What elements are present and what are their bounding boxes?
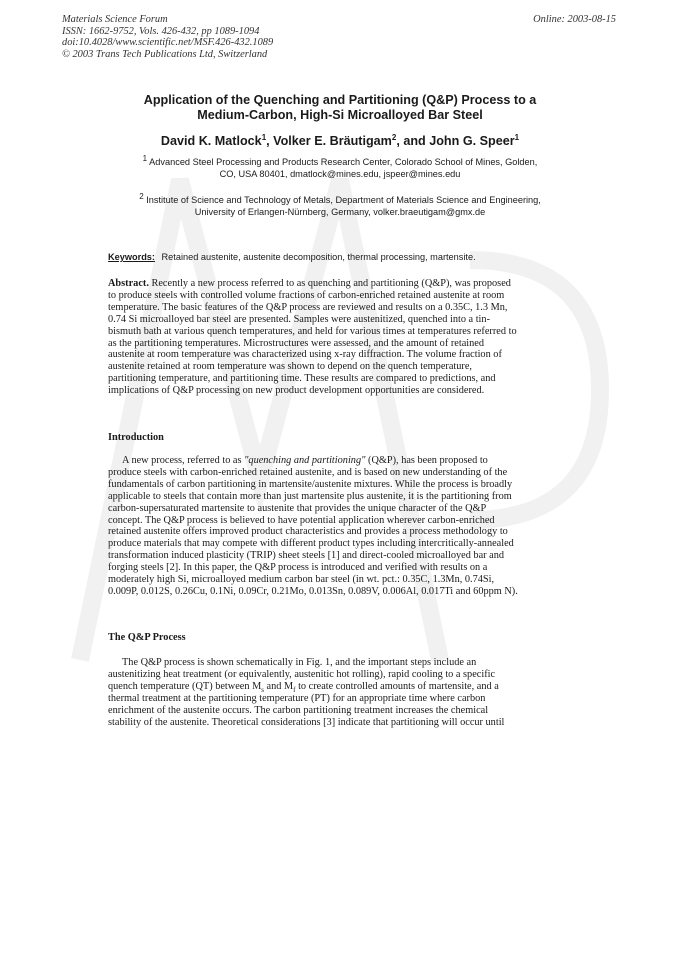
paragraph-line: fundamentals of carbon partitioning in martensite/austenite mixtures. While the process is broadly <box>108 478 513 490</box>
author-list <box>90 134 590 148</box>
abstract-label: Abstract. <box>108 278 149 289</box>
abstract-line: partitioning temperature, and partitioning time. These results are compared to predictions, and <box>108 373 496 385</box>
introduction-body <box>108 455 555 598</box>
paragraph-line: produce materials that may compete with different product types including intercritically-annealed <box>108 538 514 550</box>
author-affiliation-mark: 2 <box>391 132 397 142</box>
keywords-text: Retained austenite, austenite decomposition, thermal processing, martensite. <box>161 252 476 262</box>
title-line-1: Application of the Quenching and Partitioning (Q&P) Process to a <box>143 93 537 107</box>
affiliation-line: Institute of Science and Technology of Metals, Department of Materials Science and Engineering, <box>146 195 541 205</box>
section-heading-introduction: Introduction <box>108 432 164 443</box>
affiliation-mark: 1 <box>142 153 148 163</box>
paragraph-line: quench temperature (QT) between $M_s$ and $M_f$ to create controlled amounts of martensite, and a <box>108 680 499 693</box>
issn-line: ISSN: 1662-9752, Vols. 426-432, pp 1089-1094 <box>62 25 260 37</box>
paragraph-line: stability of the austenite. Theoretical considerations [3] indicate that partitioning will occur until <box>108 716 505 728</box>
keywords-label: Keywords: <box>108 252 155 262</box>
paragraph-line: retained austenite offers improved product characteristics and provides a process methodology to <box>108 526 508 538</box>
abstract-line: temperature. The basic features of the Q&P process are reviewed and results on a 0.35C, 1.3 Mn, <box>108 301 508 313</box>
paragraph-line: moderately high Si, microalloyed medium carbon bar steel (in wt. pct.: 0.35C, 1.3Mn, 0.74Si, <box>108 574 495 586</box>
abstract-line: implications of Q&P processing on new product development opportunities are considered. <box>108 385 485 397</box>
paragraph-line: A new process, referred to as "quenching and partitioning" (Q&P), has been proposed to <box>122 455 488 466</box>
affiliation-1 <box>100 153 580 180</box>
affiliation-2 <box>100 191 580 218</box>
journal-header <box>62 14 273 60</box>
paragraph-line: applicable to steels that contain more than just martensite plus austenite, it is the partitioning from <box>108 490 512 502</box>
paper-title <box>90 93 590 123</box>
journal-name: Materials Science Forum <box>62 14 168 25</box>
affiliation-line: CO, USA 80401, dmatlock@mines.edu, jspeer@mines.edu <box>219 169 461 179</box>
author-name: John G. Speer <box>429 134 515 148</box>
title-line-2: Medium-Carbon, High-Si Microalloyed Bar Steel <box>197 108 483 122</box>
paragraph-line: forging steels [2]. In this paper, the Q&P process is introduced and verified with results on a <box>108 562 488 574</box>
affiliation-mark: 2 <box>139 191 144 201</box>
section-heading-qp-process: The Q&P Process <box>108 632 186 643</box>
keywords <box>108 252 578 262</box>
author-affiliation-mark: 1 <box>514 132 520 142</box>
author-name: David K. Matlock <box>160 134 262 148</box>
paragraph-line: transformation induced plasticity (TRIP) sheet steels [1] and direct-cooled microalloyed bar and <box>108 550 505 562</box>
paragraph-line: austenitizing heat treatment (or equivalently, austenitic hot rolling), rapid cooling to a specific <box>108 668 496 680</box>
abstract <box>108 278 555 397</box>
abstract-line: austenite at room temperature was characterized using x-ray diffraction. The volume fraction of <box>108 349 502 361</box>
abstract-line: to produce steels with controlled volume fractions of carbon-enriched retained austenite at room <box>108 289 505 301</box>
author-separator: , <box>266 134 274 148</box>
copyright-line: © 2003 Trans Tech Publications Ltd, Switzerland <box>62 48 268 60</box>
author-affiliation-mark: 1 <box>261 132 267 142</box>
abstract-line: bismuth bath at various quench temperatures, and held for various times at temperatures referred to <box>108 325 517 337</box>
abstract-line: austenite retained at room temperature was shown to depend on the quench temperature, <box>108 361 472 373</box>
affiliation-line: University of Erlangen-Nürnberg, Germany, volker.braeutigam@gmx.de <box>194 207 486 217</box>
paragraph-line: concept. The Q&P process is believed to have potential application wherever carbon-enriched <box>108 514 495 526</box>
abstract-line: 0.74 Si microalloyed bar steel are presented. Samples were austenitized, quenched into a tin- <box>108 313 491 325</box>
qp-process-body <box>108 657 555 728</box>
paragraph-line: enrichment of the austenite occurs. The carbon partitioning treatment increases the chemical <box>108 704 489 716</box>
paragraph-line: The Q&P process is shown schematically in Fig. 1, and the important steps include an <box>122 657 477 668</box>
paragraph-line: 0.009P, 0.012S, 0.26Cu, 0.1Ni, 0.09Cr, 0.21Mo, 0.013Sn, 0.089V, 0.006Al, 0.017Ti and 60ppm N). <box>108 585 518 597</box>
paragraph-line: produce steels with carbon-enriched retained austenite, and is based on new understanding of the <box>108 466 508 478</box>
abstract-line: Abstract. Recently a new process referred to as quenching and partitioning (Q&P), was proposed <box>108 278 511 289</box>
author-separator: , and <box>396 134 430 148</box>
doi-link[interactable]: doi:10.4028/www.scientific.net/MSF.426-432.1089 <box>62 37 274 49</box>
paragraph-line: thermal treatment at the partitioning temperature (PT) for an appropriate time where carbon <box>108 692 486 704</box>
author-name: Volker E. Bräutigam <box>273 134 392 148</box>
online-date: Online: 2003-08-15 <box>533 14 616 25</box>
abstract-line: as the partitioning temperatures. Microstructures were assessed, and the amount of retained <box>108 337 484 349</box>
paragraph-line: carbon-supersaturated martensite to austenite that provides the unique character of the Q&P <box>108 502 487 514</box>
affiliation-line: Advanced Steel Processing and Products Research Center, Colorado School of Mines, Golden, <box>149 157 538 167</box>
